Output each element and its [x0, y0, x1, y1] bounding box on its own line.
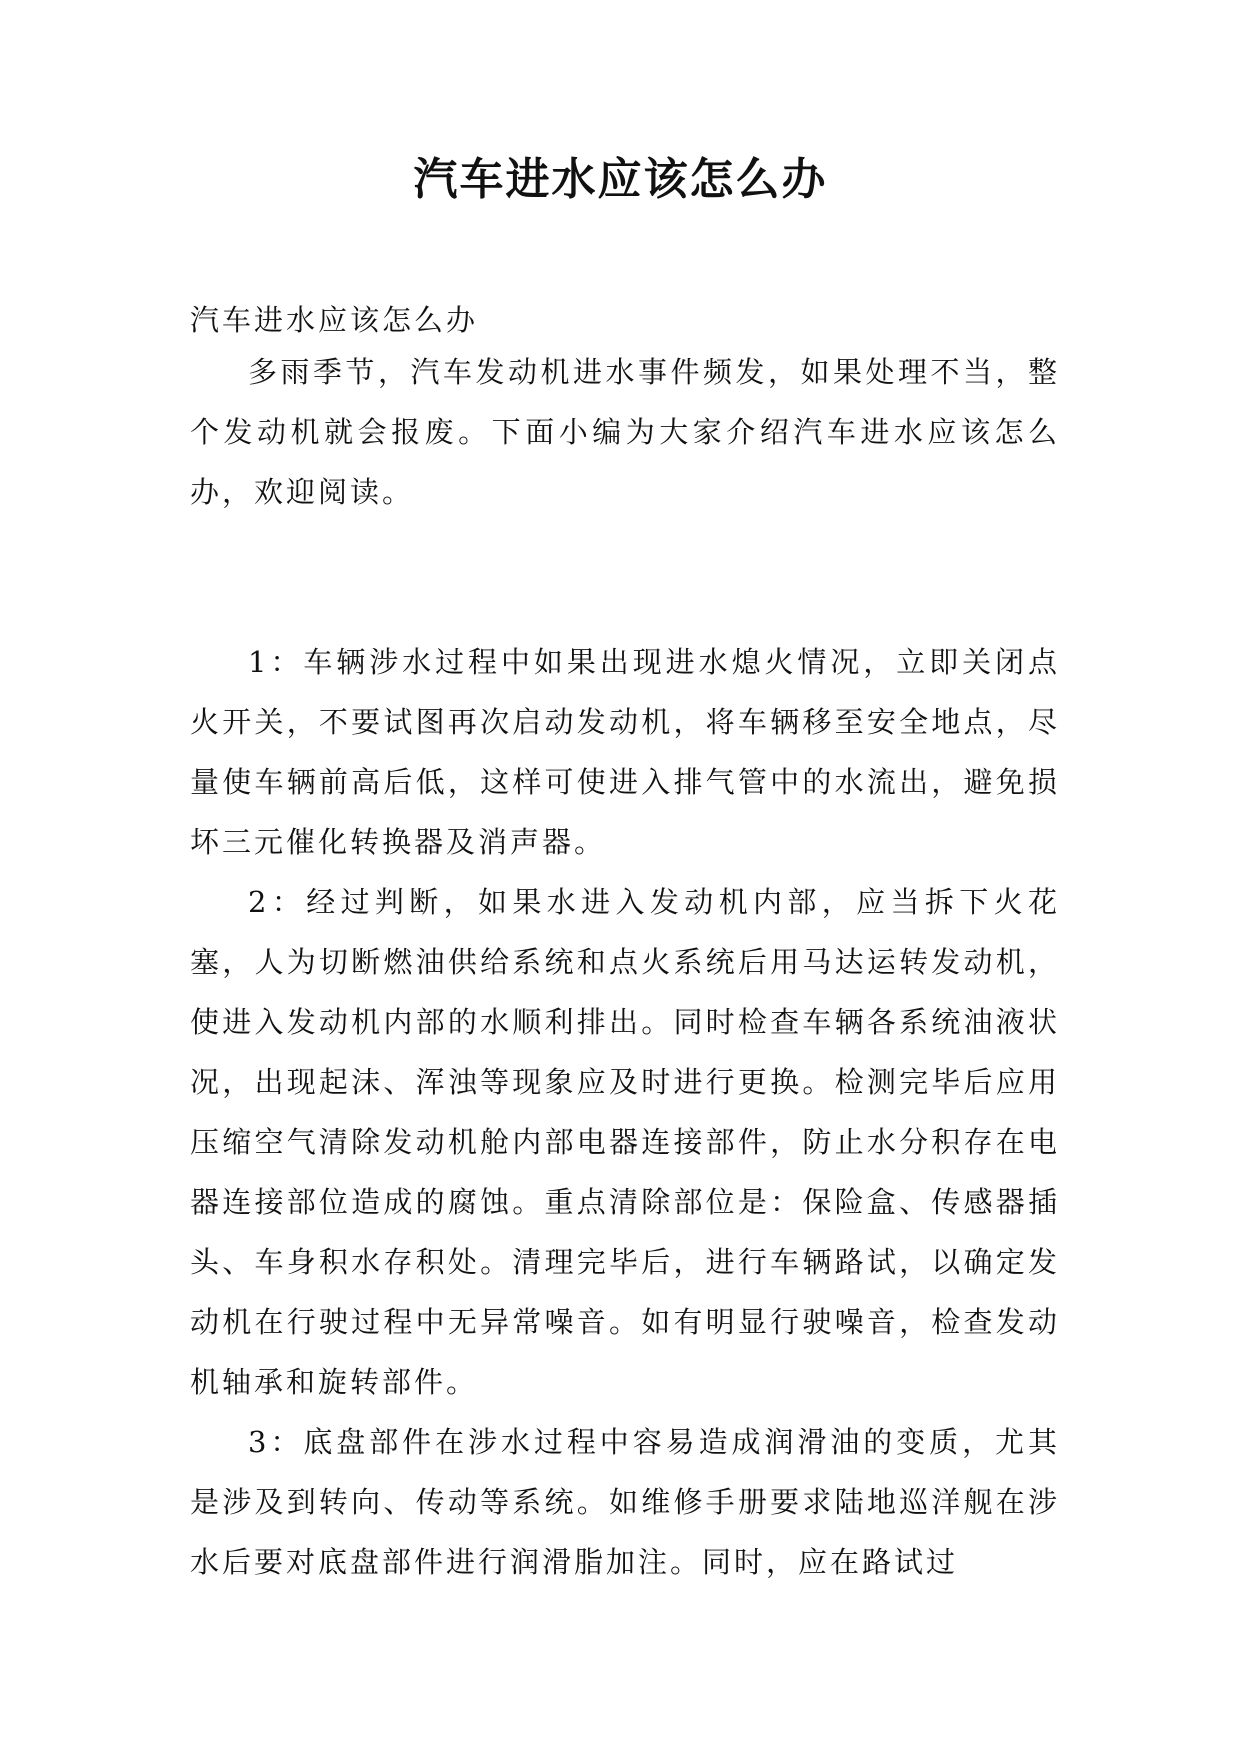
- document-title: 汽车进水应该怎么办: [413, 154, 828, 205]
- intro-paragraph: 多雨季节，汽车发动机进水事件频发，如果处理不当，整个发动机就会报废。下面小编为大家介绍汽车进水应该怎么办，欢迎阅读。: [190, 355, 1060, 509]
- intro-block: [190, 342, 1060, 522]
- main-content: [190, 632, 1060, 1592]
- paragraph-1: 1：车辆涉水过程中如果出现进水熄火情况，立即关闭点火开关，不要试图再次启动发动机，将车辆移至安全地点，尽量使车辆前高后低，这样可使进入排气管中的水流出，避免损坏三元催化转换器及消声器。: [190, 645, 1060, 859]
- paragraph-2: 2：经过判断，如果水进入发动机内部，应当拆下火花塞，人为切断燃油供给系统和点火系统后用马达运转发动机，使进入发动机内部的水顺利排出。同时检查车辆各系统油液状况，出现起沫、浑浊等现象应及时进行更换。检测完毕后应用压缩空气清除发动机舱内部电器连接部件，防止水分积存在电器连接部位造成的腐蚀。重点清除部位是：保险盒、传感器插头、车身积水存积处。清理完毕后，进行车辆路试，以确定发动机在行驶过程中无异常噪音。如有明显行驶噪音，检查发动机轴承和旋转部件。: [190, 885, 1060, 1399]
- paragraph-3: 3：底盘部件在涉水过程中容易造成润滑油的变质，尤其是涉及到转向、传动等系统。如维修手册要求陆地巡洋舰在涉水后要对底盘部件进行润滑脂加注。同时，应在路试过: [190, 1425, 1060, 1579]
- document-subtitle: 汽车进水应该怎么办: [190, 303, 479, 337]
